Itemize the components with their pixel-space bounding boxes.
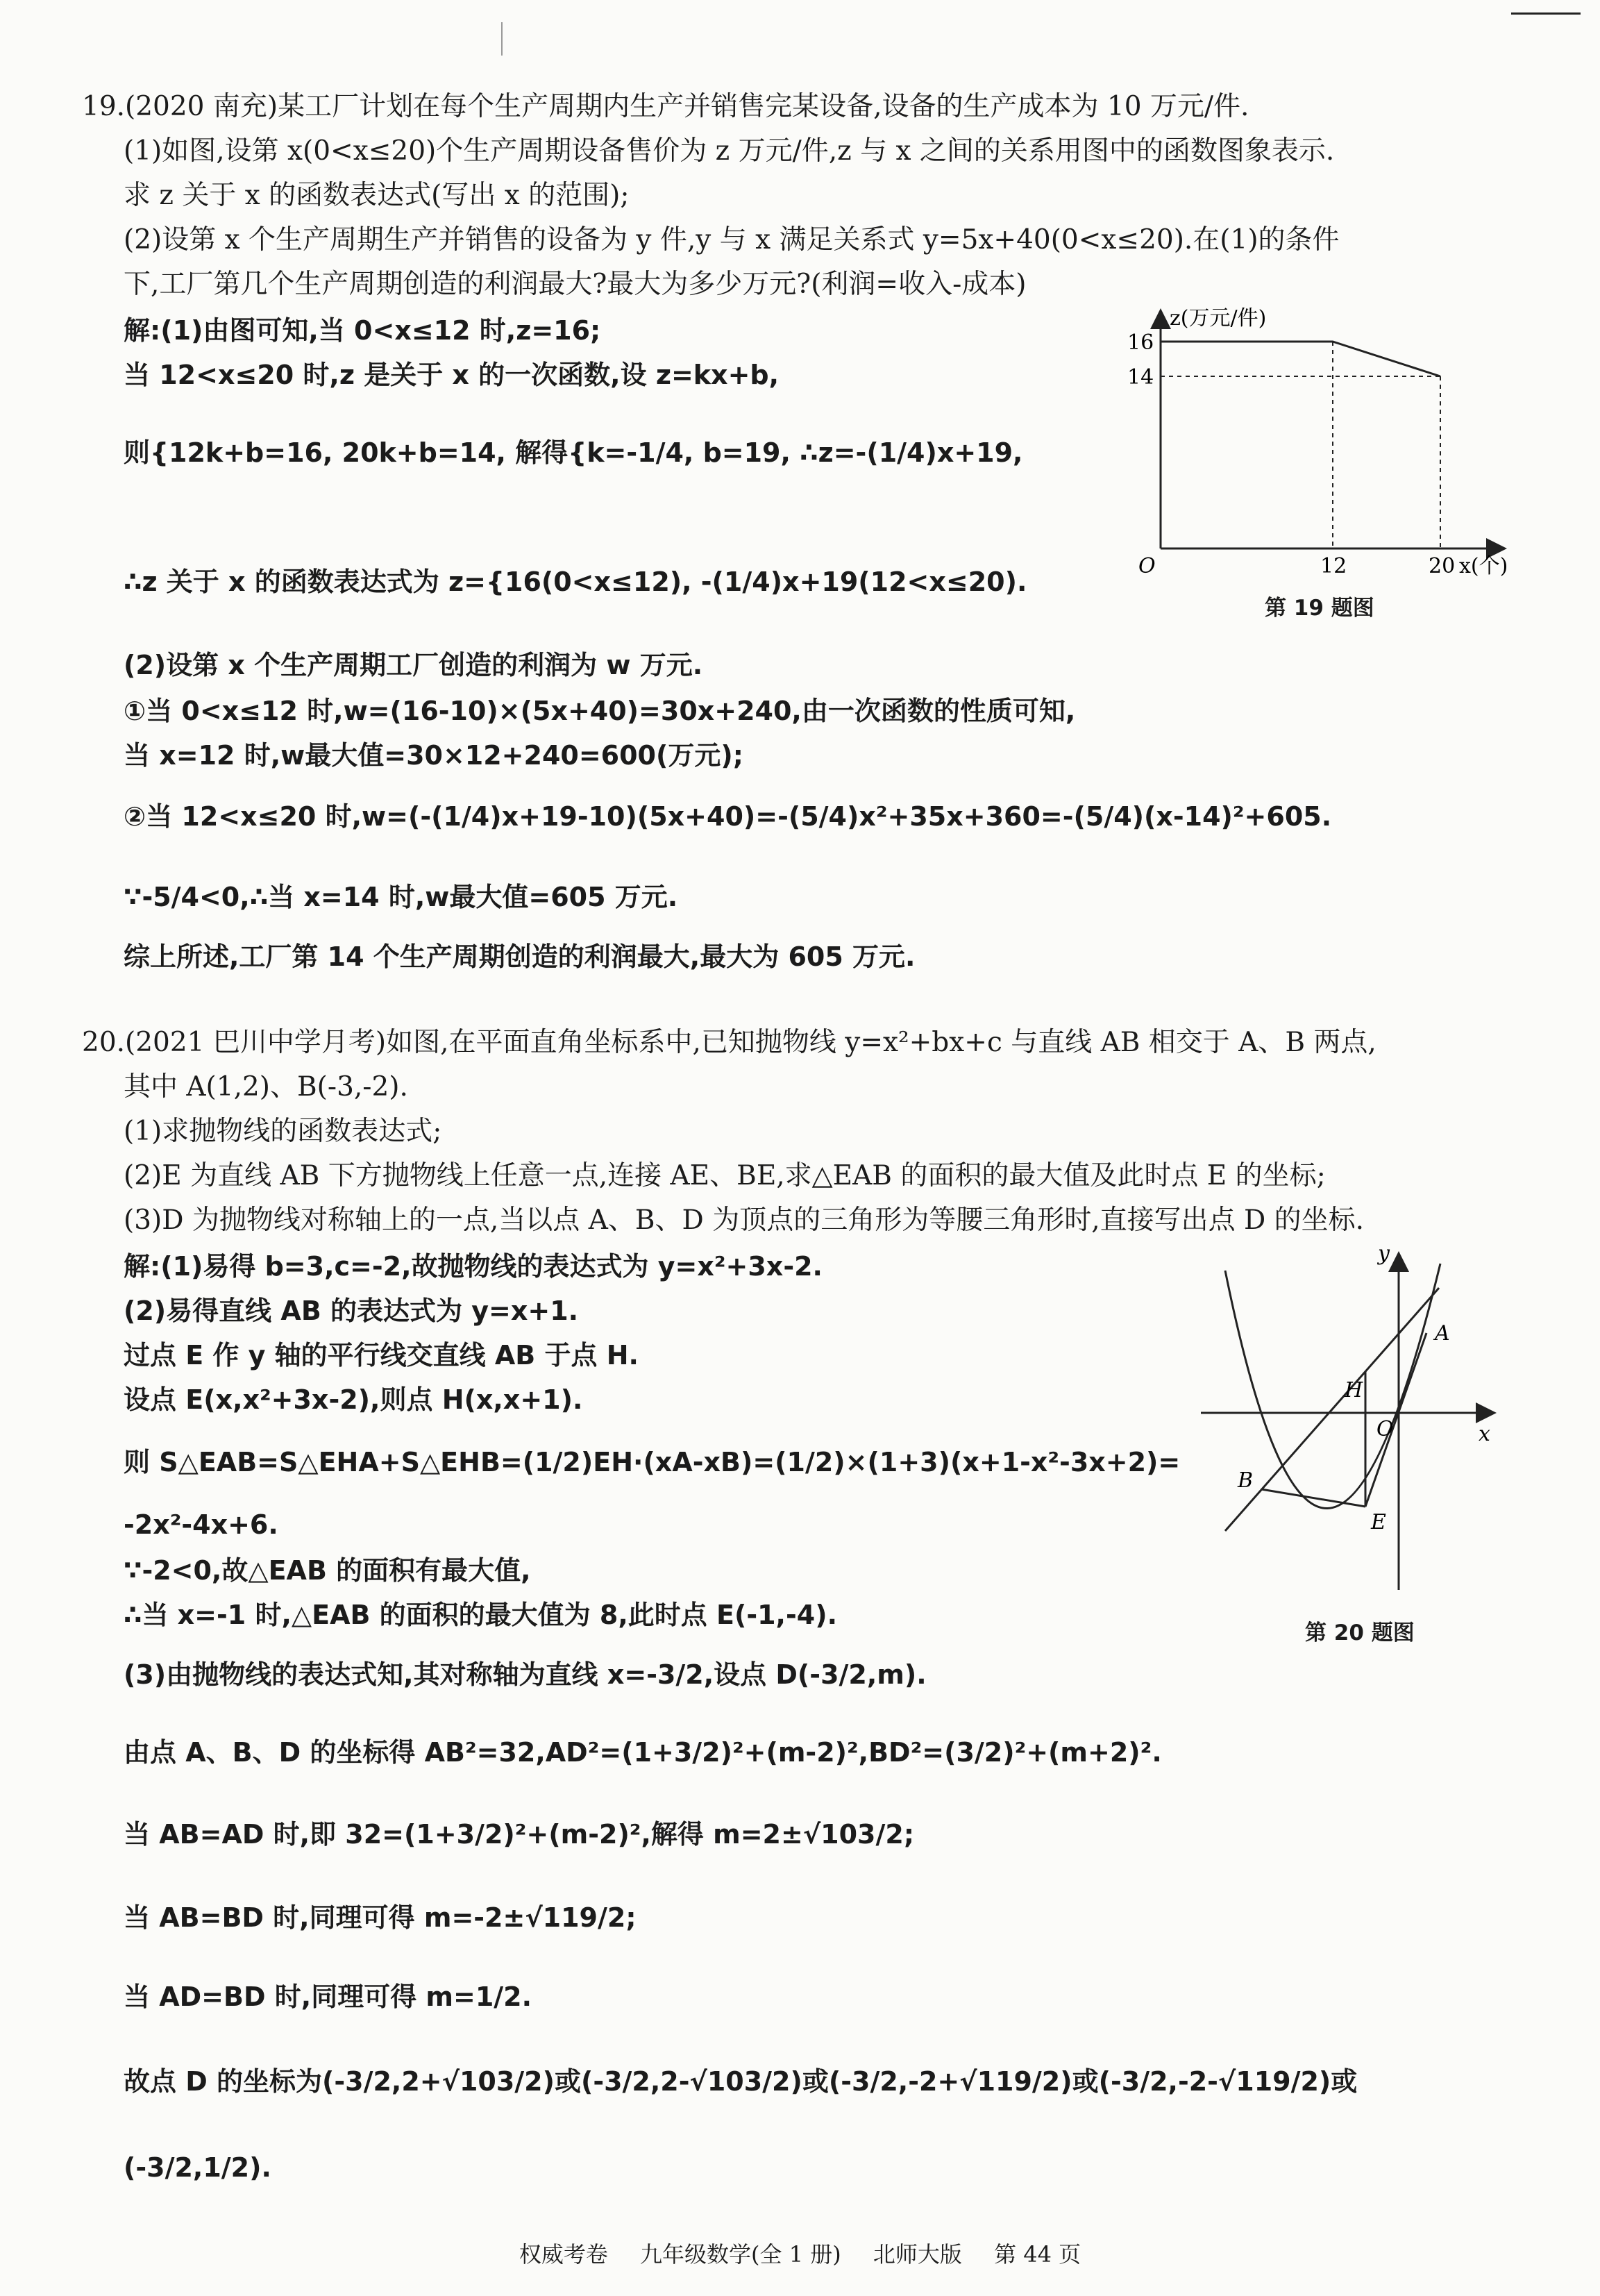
- q20-sol-line-8: ∴当 x=-1 时,△EAB 的面积的最大值为 8,此时点 E(-1,-4).: [124, 1600, 838, 1630]
- q20-line-ab: [1225, 1288, 1439, 1531]
- q19-x-tick-20: 20: [1429, 554, 1456, 578]
- footer-page-number: 第 44 页: [994, 2241, 1081, 2268]
- q20-label-a: A: [1435, 1321, 1450, 1346]
- footer-series: 权威考卷: [519, 2241, 608, 2268]
- q19-sol-line-6: ①当 0<x≤12 时,w=(16-10)×(5x+40)=30x+240,由一次函数的性质可知,: [124, 696, 1076, 726]
- q19-sol-line-8: ②当 12<x≤20 时,w=(-(1/4)x+19-10)(5x+40)=-(5/4)x²+35x+360=-(5/4)(x-14)²+605.: [124, 801, 1332, 832]
- q19-sol-line-3: 则{12k+b=16, 20k+b=14, 解得{k=-1/4, b=19, ∴z=-(1/4)x+19,: [124, 437, 1023, 468]
- q19-y-tick-16: 16: [1127, 330, 1154, 355]
- q20-stem-line-1: 20.(2021 巴川中学月考)如图,在平面直角坐标系中,已知抛物线 y=x²+bx+c 与直线 AB 相交于 A、B 两点,: [82, 1027, 1376, 1058]
- q19-y-label: z(万元/件): [1170, 306, 1267, 330]
- q20-label-e: E: [1371, 1510, 1386, 1534]
- q19-y-tick-14: 14: [1127, 365, 1154, 389]
- q20-sol-line-11: 当 AB=AD 时,即 32=(1+3/2)²+(m-2)²,解得 m=2±√103/2;: [124, 1819, 915, 1850]
- q20-stem-line-4: (2)E 为直线 AB 下方抛物线上任意一点,连接 AE、BE,求△EAB 的面积的最大值及此时点 E 的坐标;: [124, 1160, 1326, 1191]
- q20-label-b: B: [1238, 1468, 1254, 1493]
- q20-y-label: y: [1378, 1241, 1390, 1266]
- scan-mark: [501, 22, 503, 56]
- footer-edition: 北师大版: [873, 2241, 962, 2268]
- q19-graph-line: [1161, 342, 1440, 376]
- page-footer: [0, 2237, 1600, 2269]
- q19-x-tick-12: 12: [1320, 554, 1347, 578]
- top-rule: [1511, 12, 1581, 15]
- q20-sol-line-6: -2x²-4x+6.: [124, 1509, 278, 1540]
- q20-segment-ae: [1365, 1333, 1426, 1507]
- q20-sol-line-13: 当 AD=BD 时,同理可得 m=1/2.: [124, 1981, 532, 2012]
- q20-sol-line-4: 设点 E(x,x²+3x-2),则点 H(x,x+1).: [124, 1384, 583, 1415]
- q20-figure: [1184, 1236, 1510, 1597]
- q19-stem-line-2: (1)如图,设第 x(0<x≤20)个生产周期设备售价为 z 万元/件,z 与 x 之间的关系用图中的函数图象表示.: [124, 135, 1335, 167]
- q20-sol-line-3: 过点 E 作 y 轴的平行线交直线 AB 于点 H.: [124, 1340, 639, 1371]
- q20-sol-line-9: (3)由抛物线的表达式知,其对称轴为直线 x=-3/2,设点 D(-3/2,m).: [124, 1659, 927, 1690]
- q20-sol-line-14: 故点 D 的坐标为(-3/2,2+√103/2)或(-3/2,2-√103/2)或(-3/2,-2+√119/2)或(-3/2,-2-√119/2)或: [124, 2066, 1358, 2097]
- q19-stem-line-3: 求 z 关于 x 的函数表达式(写出 x 的范围);: [124, 180, 630, 211]
- q19-sol-line-5: (2)设第 x 个生产周期工厂创造的利润为 w 万元.: [124, 650, 703, 680]
- q20-sol-line-2: (2)易得直线 AB 的表达式为 y=x+1.: [124, 1296, 579, 1326]
- q20-stem-line-2: 其中 A(1,2)、B(-3,-2).: [124, 1071, 408, 1103]
- q20-origin-label: O: [1376, 1417, 1394, 1441]
- q19-stem-line-4: (2)设第 x 个生产周期生产并销售的设备为 y 件,y 与 x 满足关系式 y=5x+40(0<x≤20).在(1)的条件: [124, 224, 1340, 255]
- q20-stem-line-3: (1)求抛物线的函数表达式;: [124, 1116, 442, 1147]
- q19-sol-line-2: 当 12<x≤20 时,z 是关于 x 的一次函数,设 z=kx+b,: [124, 360, 780, 390]
- q20-x-label: x: [1479, 1422, 1490, 1446]
- q20-figure-caption: 第 20 题图: [1305, 1620, 1415, 1645]
- q19-stem-line-1: 19.(2020 南充)某工厂计划在每个生产周期内生产并销售完某设备,设备的生产成本为 10 万元/件.: [82, 91, 1249, 122]
- q19-sol-line-4: ∴z 关于 x 的函数表达式为 z={16(0<x≤12), -(1/4)x+19(12<x≤20).: [124, 567, 1027, 597]
- q19-sol-line-10: 综上所述,工厂第 14 个生产周期创造的利润最大,最大为 605 万元.: [124, 941, 916, 972]
- q20-sol-line-10: 由点 A、B、D 的坐标得 AB²=32,AD²=(1+3/2)²+(m-2)²,BD²=(3/2)²+(m+2)².: [124, 1737, 1162, 1768]
- q20-sol-line-7: ∵-2<0,故△EAB 的面积有最大值,: [124, 1555, 531, 1586]
- q19-sol-line-9: ∵-5/4<0,∴当 x=14 时,w最大值=605 万元.: [124, 882, 678, 912]
- q19-origin-label: O: [1138, 554, 1156, 578]
- q20-label-h: H: [1345, 1378, 1363, 1402]
- q20-sol-line-15: (-3/2,1/2).: [124, 2152, 271, 2183]
- q19-sol-line-1: 解:(1)由图可知,当 0<x≤12 时,z=16;: [124, 315, 601, 346]
- q20-sol-line-5: 则 S△EAB=S△EHA+S△EHB=(1/2)EH·(xA-xB)=(1/2)×(1+3)(x+1-x²-3x+2)=: [124, 1447, 1181, 1477]
- q19-figure: [1118, 305, 1541, 583]
- q19-figure-caption: 第 19 题图: [1265, 596, 1374, 621]
- q19-sol-line-7: 当 x=12 时,w最大值=30×12+240=600(万元);: [124, 740, 743, 771]
- q20-sol-line-12: 当 AB=BD 时,同理可得 m=-2±√119/2;: [124, 1902, 637, 1933]
- footer-book: 九年级数学(全 1 册): [640, 2241, 841, 2268]
- q20-sol-line-1: 解:(1)易得 b=3,c=-2,故抛物线的表达式为 y=x²+3x-2.: [124, 1251, 823, 1282]
- q19-x-label: x(个): [1459, 554, 1508, 578]
- q20-stem-line-5: (3)D 为抛物线对称轴上的一点,当以点 A、B、D 为顶点的三角形为等腰三角形时,直接写出点 D 的坐标.: [124, 1205, 1365, 1236]
- q19-stem-line-5: 下,工厂第几个生产周期创造的利润最大?最大为多少万元?(利润=收入-成本): [124, 269, 1027, 300]
